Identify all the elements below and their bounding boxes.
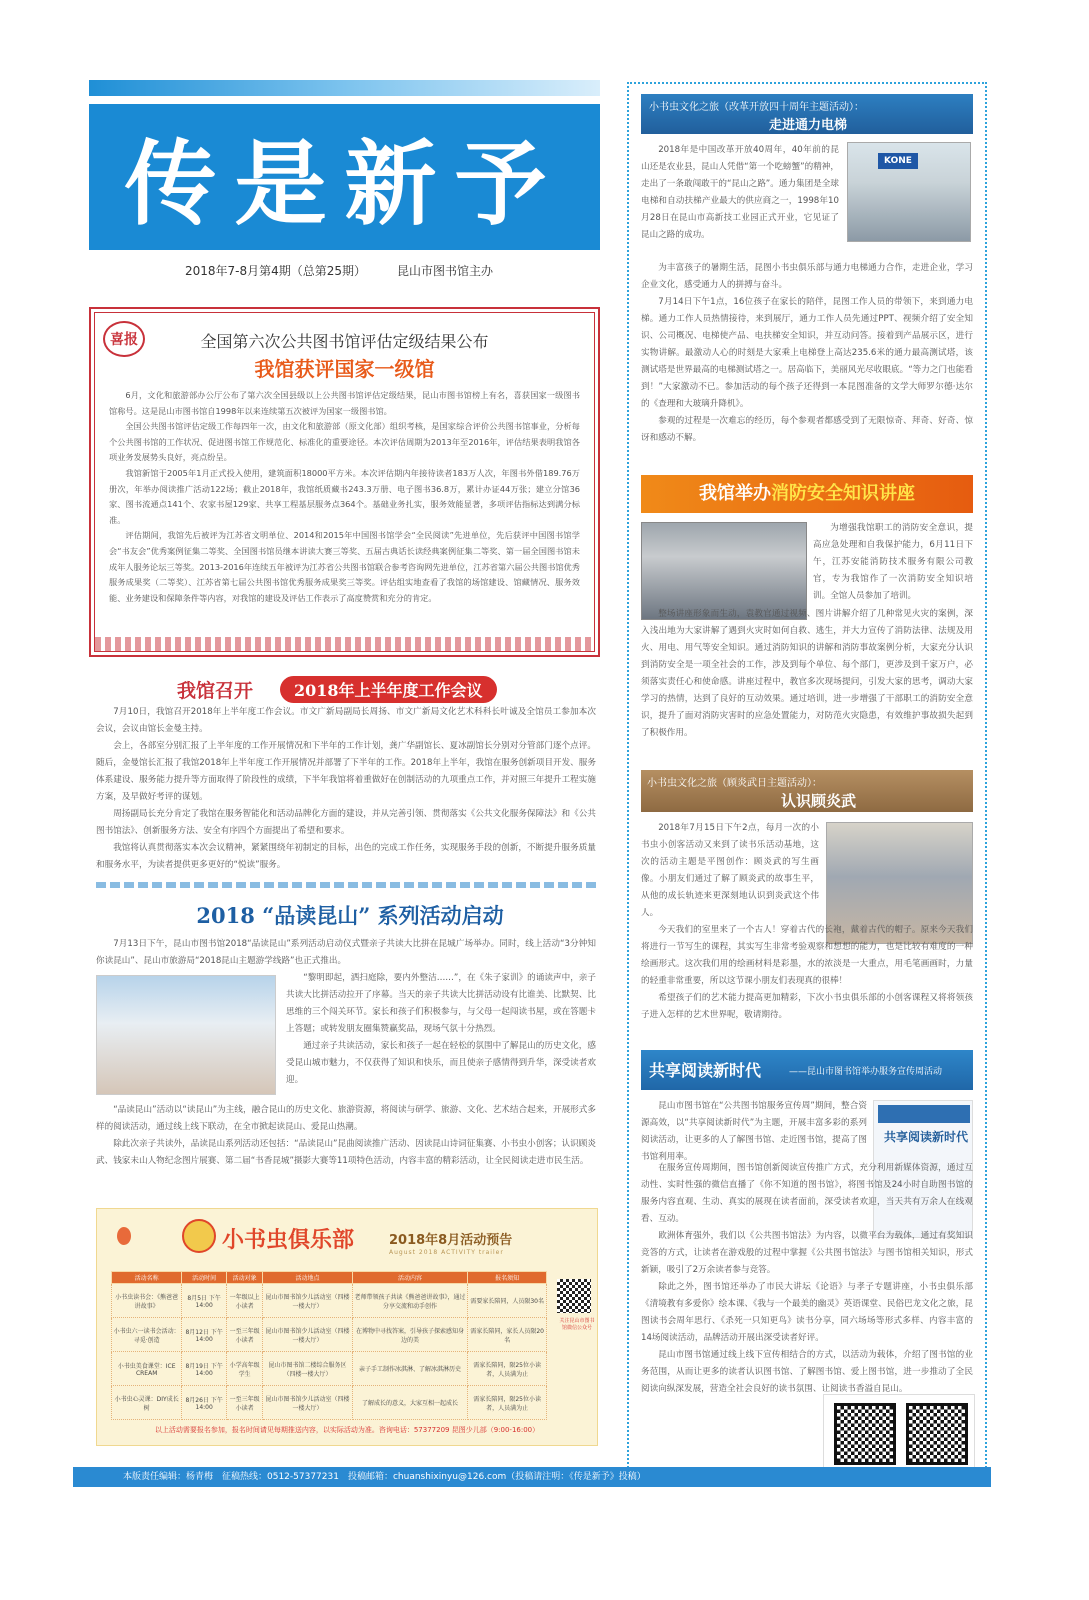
host-info: 昆山市图书馆主办 [397,264,494,278]
paragraph: 周扬副局长充分肯定了我馆在服务智能化和活动品牌化方面的建设，并从完善引领、贯彻落实《公共文化服务保障法》和《公共图书馆法》、创新服务方法、安全有序四个方面提出了希望和要求。 [96,809,596,836]
table-cell: 昆山市图书馆少儿活动室（四楼一楼大厅） [263,1318,352,1352]
table-cell: 在博物中寻找答案，引导孩子探索感知身边的美 [352,1318,468,1352]
paragraph: “黎明即起，洒扫庭除，要内外整洁……”，在《朱子家训》的诵读声中，亲子共读大比拼活动拉开了序幕。当天的亲子共读大比拼活动设有比谁美、比默契、比思维的三个闯关环节。家长和孩子们积极参与，与父母一起闯读书屋，或在答题卡上答题；或转发朋友圈集赞赢奖品，现场气氛十分热烈。 [286,973,596,1034]
table-cell: 需家长陪同，家长人员限20名 [468,1318,547,1352]
paragraph: “品读昆山”活动以“读昆山”为主线，融合昆山的历史文化、旅游资源，将阅读与研学、旅游、文化、艺术结合起来，开展形式多样的阅读活动，通过线上线下联动，在全市掀起读昆山、爱昆山热潮。 [96,1105,596,1132]
bookworm-logo-icon [182,1219,216,1253]
club-schedule-table [111,1271,547,1420]
pindu-side-text [286,970,596,1089]
article-rating [89,307,600,657]
table-cell: 了解成长的意义，大家互相一起成长 [352,1386,468,1420]
banner-highlight: 消防安全知识讲座 [771,483,915,504]
kone-article-top [641,142,839,244]
paragraph: 会上，各部室分别汇报了上半年度的工作开展情况和下半年的工作计划，龚广华副馆长、夏冰副馆长分别对分管部门逐个点评。随后，金曼馆长汇报了我馆2018年上半年度工作开展情况并部署了下半年的工作。2018年上半年，我馆在服务创新项目开发、服务体系建设、服务能力提升等方面取得了阶段性的成绩，下半年我馆将着重做好在创制活动的九项重点工作，并对照三年提升工程实施方案，及早做好考评的谋划。 [96,741,596,802]
fire-safety-banner [641,475,973,513]
column-header: 活动对象 [226,1272,262,1284]
table-cell: 小书虫六一读书会活动：寻觅·创造 [112,1318,182,1352]
table-row [112,1318,547,1352]
paragraph: 7月10日，我馆召开2018年上半年度工作会议。市文广新局副局长周扬、市文广新局文化艺术科科长叶诚及全馆员工参加本次会议，会议由馆长金曼主持。 [96,707,596,734]
fire-article-side [813,520,973,605]
club-english-subtitle: August 2018 ACTIVITY trailer [389,1249,504,1256]
paragraph: 2018年7月15日下午2点，每月一次的小书虫小创客活动又来到了读书乐活动基地，这次的活动主题是平图创作：顾炎武的写生画像。小朋友们通过了解了顾炎武的故事生平，从他的成长轨迹来更深刻地认识到炎武这个伟人。 [641,823,819,918]
shared-reading-banner [641,1050,973,1090]
paragraph: 欧洲体育强外，我们以《公共图书馆法》为内容，以微平台为载体，通过有奖知识竞答的方式，让读者在游戏般的过程中掌握《公共图书馆法》与图书馆相关知识，形式新颖，吸引了2万余读者参与竞答。 [641,1231,973,1275]
poster-header [878,1105,970,1123]
pindu-lead [96,936,596,970]
table-cell: 需家长陪同，限25位小读者，人员满为止 [468,1352,547,1386]
meeting-article-body [96,704,596,874]
paragraph: 评估期间，我馆先后被评为江苏省文明单位、2014和2015年中国图书馆学会“全民阅读”先进单位，先后获评中国图书馆学会“书友会”优秀案例征集二等奖、全国图书馆员继本讲读大赛三等奖、五届古典话长读经典案例征集二等奖、第一届全国图书馆未成年人服务论坛三等奖。2013-2016年连续五年被评为江苏省公共图书馆联合参考咨询网先进单位，江苏省第六届公共图书馆优秀服务成果奖（二等奖）、江苏省第七届公共图书馆优秀服务成果奖三等奖。评估组实地查看了我馆的场馆建设、馆藏情况、服务效能、业务建设和保障条件等内容，对我馆的建设及评估工作表示了高度赞赏和充分的肯定。 [109,530,580,603]
pindu-stage-photo [96,975,276,1095]
fire-article-body [641,606,973,742]
table-cell: 昆山市图书馆二楼综合服务区（四楼一楼大厅） [263,1352,352,1386]
paragraph: 为丰富孩子的暑期生活，昆图小书虫俱乐部与通力电梯通力合作，走进企业，学习企业文化，感受通力人的拼搏与奋斗。 [641,263,973,290]
banner-title: 认识顾炎武 [781,792,857,810]
paragraph: 我馆将认真贯彻落实本次会议精神，紧紧围绕年初制定的目标，出色的完成工作任务，实现服务手段的创新，不断提升服务质量和服务水平，为读者提供更多更好的“悦读”服务。 [96,843,596,870]
club-qr-caption: 关注昆山市图书馆微信公众号 [559,1318,595,1331]
masthead-title: 传是新予 [124,131,565,238]
paragraph: 昆山市图书馆在“公共图书馆服务宣传周”期间，整合资源高效，以“共享阅读新时代”为主题，开展丰富多彩的系列阅读活动，让更多的人了解图书馆、走近图书馆，提高了图书馆利用率。 [641,1101,867,1162]
masthead-gradient-bar [89,80,600,96]
club-subtitle: 2018年8月活动预告 [389,1233,513,1248]
meeting-headline-tag: 2018年上半年度工作会议 [280,676,497,703]
banner-line: 小书虫文化之旅（顾炎武日主题活动）： [647,778,822,789]
issue-info: 2018年7-8月第4期（总第25期） [185,264,367,278]
article-subtitle: 全国第六次公共图书馆评估定级结果公布 [200,332,489,351]
banner-title: 走进通力电梯 [769,118,848,133]
bookworm-club-notice [96,1208,598,1446]
kone-visit-banner [641,94,973,134]
table-cell: 需家长陪同，限25位小读者，人员满为止 [468,1386,547,1420]
table-cell: 小书虫心灵课：DIY成长树 [112,1386,182,1420]
meeting-headline-left: 我馆召开 [177,680,254,702]
column-header: 活动内容 [352,1272,468,1284]
paragraph: 今天我们的室里来了一个古人！穿着古代的长袍，戴着古代的帽子。原来今天我们将进行一节写生的课程，其实写生非常考验观察和想想的能力，也是比较有难度的一种绘画形式。这次我们用的绘画材料是彩墨，水的浓淡是一大重点，用毛笔画画时，力量的轻重非常重要，所以这节课小朋友们表现真的很棒！ [641,925,973,986]
table-cell: 小书虫读书会：《熊爸爸讲故事》 [112,1284,182,1318]
table-header-row [112,1272,547,1284]
table-cell: 昆山市图书馆少儿活动室（四楼一楼大厅） [263,1284,352,1318]
wave-divider [96,882,596,888]
table-row [112,1386,547,1420]
website-qr-code[interactable] [906,1403,968,1465]
table-row [112,1352,547,1386]
table-cell: 一至三年级小读者 [226,1386,262,1420]
banner-prefix: 我馆举办 [699,483,771,504]
club-footer-note: 以上活动需要报名参加，报名时间请见每期推送内容，以实际活动为准。咨询电话：57377209 昆图少儿部（9:00-16:00） [154,1426,540,1434]
shared-article-side [641,1098,867,1166]
kone-logo: KONE [878,153,918,169]
club-qr-code[interactable] [557,1279,591,1313]
column-header: 活动时间 [182,1272,227,1284]
gu-article-body [641,922,973,1024]
table-cell: 8月5日 下午14:00 [182,1284,227,1318]
paragraph: 为增强我馆职工的消防安全意识，提高应急处理和自我保护能力，6月11日下午，江苏安能消防技术服务有限公司教官，专为我馆作了一次消防安全知识培训。全馆人员参加了培训。 [813,523,973,601]
paragraph: 7月14日下午1点，16位孩子在家长的陪伴，昆图工作人员的带领下，来到通力电梯。通力工作人员热情接待，来到展厅，通力工作人员先通过PPT、视频介绍了安全知识、公司概况、电梯使产品、电扶梯安全知识，并互动问答。接着到产品展示区，进行实物讲解。最激动人心的时刻是大家乘上电梯登上高达235.6米的通力最高测试塔，该测试塔是世界最高的电梯测试塔之一。居高临下，美丽风光尽收眼底。“等力之门也能看到！”大家激动不已。参加活动的每个孩子还得到一本昆图准备的文学大师罗尔德·达尔的《查理和大玻璃升降机》。 [641,297,973,409]
paragraph: 整场讲座形象而生动，袁教官通过视频、图片讲解介绍了几种常见火灾的案例，深入浅出地为大家讲解了遇到火灾时如何自救、逃生，并大力宣传了消防法律、法规及用火、用电、用气等安全知识。通过消防知识的讲解和消防事故案例分析，大家充分认识到消防安全是一项全社会的工作，涉及到每个单位、每个部门，更涉及到千家万户，必须落实责任心和使命感。讲座过程中，教官多次现场提问，引发大家的思考，调动大家学习的热情，达到了良好的互动效果。通过培训，进一步增强了干部职工的消防安全意识，提升了面对消防灾害时的应急处置能力，对防范火灾隐患，有效维护事故损失起到了积极作用。 [641,609,973,738]
table-cell: 老师带领孩子共读《熊爸爸讲故事》，通过分享交流和动手创作 [352,1284,468,1318]
page-footer: 本版责任编辑：杨青梅 征稿热线：0512-57377231 投稿邮箱：chuanshixinyu@126.com（投稿请注明：《传是新予》投稿） [73,1467,991,1487]
paragraph: 7月13日下午，昆山市图书馆2018“品读昆山”系列活动启动仪式暨亲子共读大比拼在昆城广场举办。同时，线上活动“3分钟知你读昆山”、昆山市旅游局“2018昆山主题游学线路”也正式推出。 [96,939,596,966]
paragraph: 6月，文化和旅游部办公厅公布了第六次全国县级以上公共图书馆评估定级结果，昆山市图书馆榜上有名，喜获国家一级图书馆称号。这是昆山市图书馆自1998年以来连续第五次被评为国家一级图书馆。 [109,390,580,416]
banner-line: 小书虫文化之旅（改革开放四十周年主题活动）： [649,102,864,113]
kone-article-body [641,260,973,447]
paragraph: 昆山市图书馆通过线上线下宣传相结合的方式，以活动为载体，介绍了图书馆的业务范围，从而让更多的读者认识图书馆、了解图书馆、爱上图书馆，进一步推动了全民阅读向纵深发展，营造全社会良好的读书氛围、让阅读书香溢自昆山。 [641,1350,973,1394]
table-cell: 昆山市图书馆少儿活动室（四楼一楼大厅） [263,1386,352,1420]
pindu-headline: 2018 “品读昆山” 系列活动启动 [196,903,504,928]
paragraph: 在服务宣传周期间，图书馆创新阅读宣传推广方式，充分利用新媒体资源，通过互动性、实时性强的微信直播了《你不知道的图书馆》，将图书馆及24小时自助图书馆的服务内容直观、生动、真实的展现在读者面前，深受读者欢迎，当天共有万余人在线观看、互动。 [641,1163,973,1224]
table-cell: 亲子手工制作冰淇淋、了解冰淇淋历史 [352,1352,468,1386]
balloon-icon [117,1227,131,1245]
paragraph: 除此之外，图书馆还举办了市民大讲坛《论语》与孝子专题讲座，小书虫俱乐部《清境教有多爱你》绘本课、《我与一个最美的幽灵》英语课堂、民俗巴龙文化之旅，昆图读书会周年思行、《杀死一只知更鸟》读书分享，同六场场等形式多样、内容丰富的14场阅读活动，品牌活动开展出深受读者好评。 [641,1282,973,1343]
banner-title: 共享阅读新时代 [649,1061,762,1080]
paragraph: 通过亲子共读活动，家长和孩子一起在轻松的氛围中了解昆山的历史文化，感受昆山城市魅力，不仅获得了知识和快乐，而且使亲子感情得到升华，深受读者欢迎。 [286,1041,596,1085]
table-cell: 一至三年级小读者 [226,1318,262,1352]
column-header: 报名须知 [468,1272,547,1284]
poster-title: 共享阅读新时代 [884,1130,969,1144]
club-title: 小书虫俱乐部 [222,1228,355,1253]
paragraph: 参观的过程是一次难忘的经历，每个参观者都感受到了无限惊奇、拜奇、好奇、惊讶和感动不解。 [641,416,973,443]
table-cell: 8月12日 下午14:00 [182,1318,227,1352]
gu-article-side [641,820,819,922]
table-cell: 小书虫美食课堂：ICE CREAM [112,1352,182,1386]
table-cell: 小学高年级学生 [226,1352,262,1386]
decorative-border-pattern [95,637,594,651]
paragraph: 2018年是中国改革开放40周年，40年前的昆山还是农业县，昆山人凭借“第一个吃螃蟹”的精神，走出了一条敢闯敢干的“昆山之路”。通力集团是全球电梯和自动扶梯产业最大的供应商之一，1998年10月28日在昆山市高新技工业园正式开业，它见证了昆山之路的成功。 [641,145,839,240]
banner-subtitle: ——昆山市图书馆举办服务宣传周活动 [789,1067,943,1077]
column-header: 活动地点 [263,1272,352,1284]
article-headline: 我馆获评国家一级馆 [254,357,435,381]
table-cell: 一年级以上小读者 [226,1284,262,1318]
paragraph: 希望孩子们的艺术能力提高更加精彩，下次小书虫俱乐部的小创客课程又将将领孩子进入怎样的艺术世界呢，敬请期待。 [641,993,973,1020]
table-row [112,1284,547,1318]
xibao-badge: 喜报 [103,321,145,357]
paragraph: 我馆新馆于2005年1月正式投入使用，建筑面积18000平方米。本次评估期内年接待读者183万人次，年图书外借189.76万册次，年举办阅读推广活动122场；截止2018年，我馆纸质藏书243.3万册、电子图书36.8万，累计办证44万张；建立分馆36家、图书流通点141个、农家书屋129家、共享工程基层服务点364个。基础业务扎实，服务效能显著，多项评估指标达到满分标准。 [109,467,580,525]
article-body [109,388,580,606]
table-cell: 8月19日 下午14:00 [182,1352,227,1386]
pindu-rest-text [96,1102,596,1170]
kone-group-photo [847,142,971,242]
column-header: 活动名称 [112,1272,182,1284]
gu-yanwu-banner [641,770,973,812]
wechat-qr-code[interactable] [834,1403,896,1465]
paragraph: 全国公共图书馆评估定级工作每四年一次，由文化和旅游部（原文化部）组织考核，是国家综合评价公共图书馆事业，分析每个公共图书馆的工作状况、促进图书馆工作规范化、标准化的重要途径。本次评估周期为2013年至2016年，评估结果表明我馆各项业务发展势头良好，亮点纷呈。 [109,421,580,463]
paragraph: 除此次亲子共读外，品读昆山系列活动还包括：“品读昆山”昆曲阅读推广活动、因读昆山诗词征集赛、小书虫小创客；认识顾炎武、钱家未山人物纪念图片展赛、第二届“书香昆城”摄影大赛等11项特色活动，内容丰富的精彩活动，让全民阅读走进市民生活。 [96,1139,596,1166]
table-cell: 需要家长陪同，人员限30名 [468,1284,547,1318]
shared-article-body [641,1160,973,1398]
masthead [89,104,600,250]
table-cell: 8月26日 下午14:00 [182,1386,227,1420]
